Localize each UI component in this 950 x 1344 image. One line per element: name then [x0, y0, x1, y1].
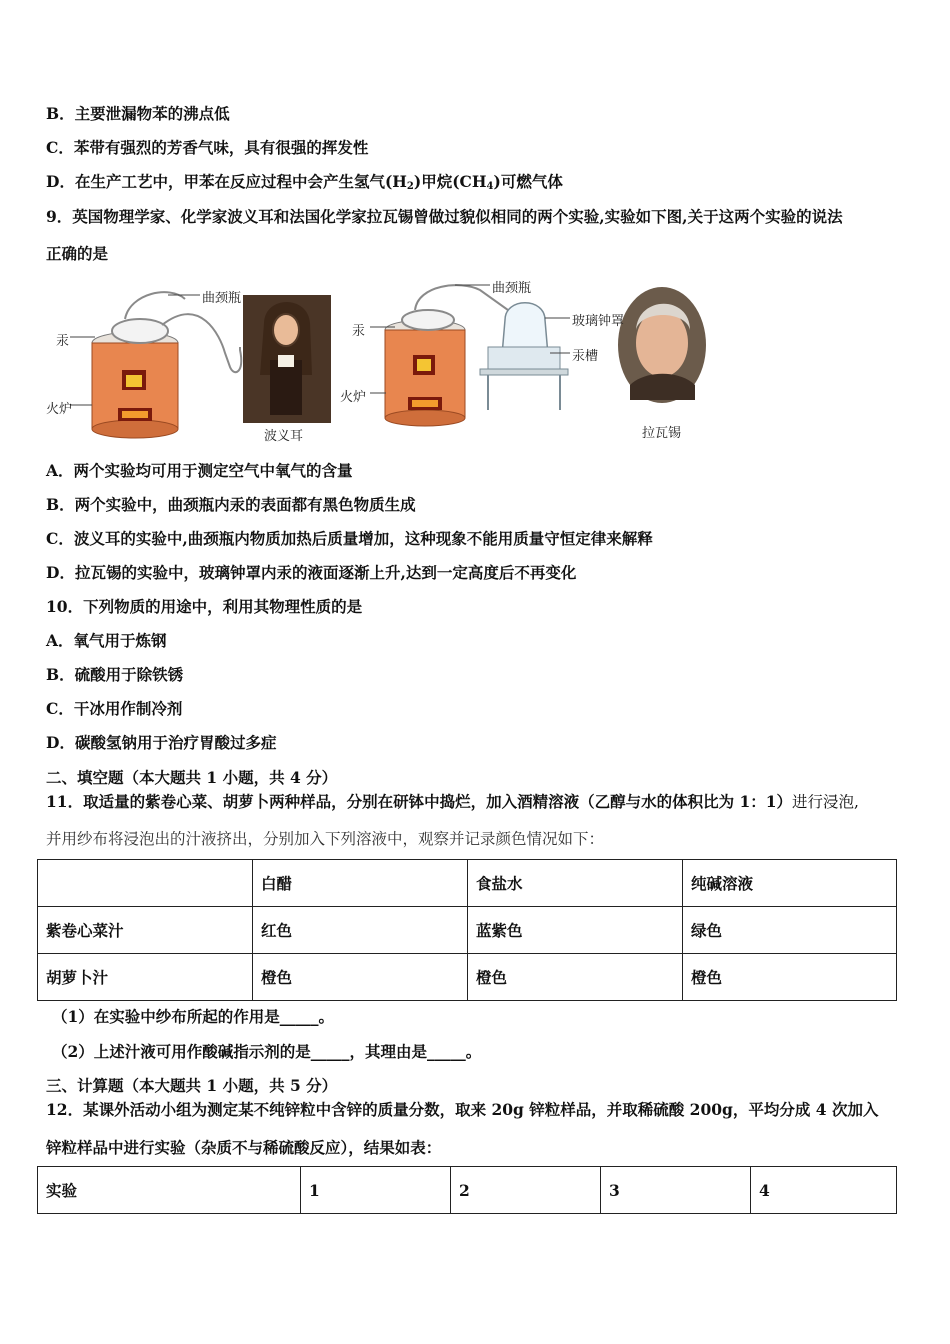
q12-table	[37, 1166, 897, 1214]
table-header-cell: 4	[751, 1167, 897, 1214]
q8-option-b: B．主要泄漏物苯的沸点低	[46, 104, 230, 123]
q10-stem: 10．下列物质的用途中，利用其物理性质的是	[46, 597, 363, 616]
table-cell: 胡萝卜汁	[38, 954, 253, 1001]
table-cell: 橙色	[468, 954, 683, 1001]
q10-option-c: C．干冰用作制冷剂	[46, 699, 183, 718]
q9-option-a: A．两个实验均可用于测定空气中氧气的含量	[46, 461, 353, 480]
label-bell-jar: 玻璃钟罩	[572, 314, 625, 329]
q11-stem: 11．取适量的紫卷心菜、胡萝卜两种样品，分别在研钵中捣烂，加入酒精溶液（乙醇与水的体积比为 1：1）进行浸泡,	[46, 792, 859, 811]
table-cell: 蓝紫色	[468, 907, 683, 954]
q11-table	[37, 859, 897, 1001]
right-furnace	[385, 320, 465, 426]
q9-option-c: C．波义耳的实验中,曲颈瓶内物质加热后质量增加，这种现象不能用质量守恒定律来解释	[46, 529, 653, 548]
q8-option-c: C．苯带有强烈的芳香气味，具有很强的挥发性	[46, 138, 369, 157]
table-header-cell: 白醋	[253, 860, 468, 907]
q9-figure	[46, 275, 730, 445]
table-cell: 绿色	[683, 907, 897, 954]
label-right-flask: 曲颈瓶	[492, 281, 532, 296]
q11-stem-cont: 并用纱布将浸泡出的汁液挤出，分别加入下列溶液中，观察并记录颜色情况如下：	[46, 830, 605, 848]
q11-sub1: （1）在实验中纱布所起的作用是_____。	[52, 1007, 335, 1026]
table-row	[38, 1167, 897, 1214]
section-2-title: 二、填空题（本大题共 1 小题，共 4 分）	[46, 768, 338, 787]
table-header-cell: 实验	[38, 1167, 301, 1214]
table-row	[38, 907, 897, 954]
q9-option-d: D．拉瓦锡的实验中，玻璃钟罩内汞的液面逐渐上升,达到一定高度后不再变化	[46, 563, 577, 582]
table-row	[38, 860, 897, 907]
q10-option-b: B．硫酸用于除铁锈	[46, 665, 184, 684]
label-right-mercury: 汞	[352, 324, 366, 339]
q8-option-d: D．在生产工艺中，甲苯在反应过程中会产生氢气$(H_2)$甲烷$(CH_4)$可燃气体	[46, 172, 563, 192]
q9-stem: 9．英国物理学家、化学家波义耳和法国化学家拉瓦锡曾做过貌似相同的两个实验,实验如下图,关于这两个实验的说法	[46, 207, 843, 226]
label-boyle: 波义耳	[264, 429, 304, 444]
table-header-cell: 2	[451, 1167, 601, 1214]
label-right-furnace: 火炉	[340, 390, 367, 405]
table-header-cell: 1	[301, 1167, 451, 1214]
q10-option-d: D．碳酸氢钠用于治疗胃酸过多症	[46, 733, 277, 752]
section-3-title: 三、计算题（本大题共 1 小题，共 5 分）	[46, 1076, 338, 1095]
label-mercury-trough: 汞槽	[572, 349, 599, 364]
table-cell: 紫卷心菜汁	[38, 907, 253, 954]
table-cell: 橙色	[253, 954, 468, 1001]
q9-option-b: B．两个实验中，曲颈瓶内汞的表面都有黑色物质生成	[46, 495, 416, 514]
q10-option-a: A．氧气用于炼钢	[46, 631, 167, 650]
q9-stem-cont: 正确的是	[46, 244, 109, 263]
label-left-furnace: 火炉	[46, 402, 73, 417]
table-cell	[38, 860, 253, 907]
table-cell: 橙色	[683, 954, 897, 1001]
label-left-flask: 曲颈瓶	[202, 291, 242, 306]
label-left-mercury: 汞	[56, 334, 70, 349]
q12-stem-cont: 锌粒样品中进行实验（杂质不与稀硫酸反应），结果如表：	[46, 1138, 442, 1157]
table-header-cell: 纯碱溶液	[683, 860, 897, 907]
table-header-cell: 3	[601, 1167, 751, 1214]
table-row	[38, 954, 897, 1001]
bell-jar-setup	[480, 303, 568, 410]
label-lavoisier: 拉瓦锡	[642, 426, 682, 441]
table-cell: 红色	[253, 907, 468, 954]
table-header-cell: 食盐水	[468, 860, 683, 907]
left-furnace	[92, 332, 178, 438]
q11-sub2: （2）上述汁液可用作酸碱指示剂的是_____，其理由是_____。	[52, 1042, 482, 1061]
experiment-illustration	[50, 275, 730, 445]
q12-stem: 12．某课外活动小组为测定某不纯锌粒中含锌的质量分数，取来 20g 锌粒样品，并取稀硫酸 200g，平均分成 4 次加入	[46, 1100, 879, 1119]
